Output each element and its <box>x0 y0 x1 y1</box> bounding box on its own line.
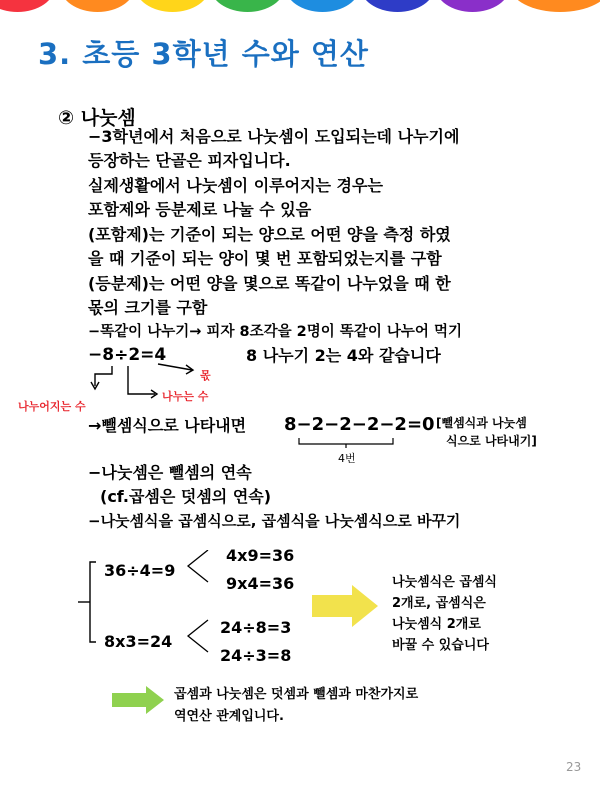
text-line: 몫의 크기를 구함 <box>88 298 208 317</box>
conversion-note-line: 나눗셈식 2개로 <box>392 617 481 632</box>
conversion-note-line: 2개로, 곱셈식은 <box>392 596 486 611</box>
text-line: 실제생활에서 나눗셈이 이루어지는 경우는 <box>88 176 383 195</box>
count-bracket <box>296 436 396 450</box>
conclusion-text <box>174 684 418 728</box>
conversion-note-line: 나눗셈식은 곱셈식 <box>392 575 497 590</box>
multiplication-to-convert: 8x3=24 <box>104 632 173 651</box>
section-heading: ② 나눗셈 <box>58 107 136 129</box>
conversion-note-line: 바꿀 수 있습니다 <box>392 638 489 653</box>
multiplication-result-2: 9x4=36 <box>226 574 295 593</box>
subtraction-expression: 8−2−2−2−2=0 <box>284 414 435 435</box>
text-line: −3학년에서 처음으로 나눗셈이 도입되는데 나누기에 <box>88 127 460 146</box>
conversion-note <box>392 572 497 656</box>
side-note-line1: [뺄셈식과 나눗셈 <box>436 416 527 430</box>
division-expression: −8÷2=4 <box>88 345 167 365</box>
text-line: −똑같이 나누기→ 피자 8조각을 2명이 똑같이 나누어 먹기 <box>88 324 462 340</box>
text-line: 포함제와 등분제로 나눌 수 있음 <box>88 200 312 219</box>
text-line: 을 때 기준이 되는 양이 몇 번 포함되었는지를 구함 <box>88 249 442 268</box>
text-line: (포함제)는 기준이 되는 양으로 어떤 양을 측정 하였 <box>88 225 451 244</box>
text-line: 등장하는 단골은 피자입니다. <box>88 151 291 170</box>
rainbow-decoration <box>0 0 600 14</box>
yellow-arrow <box>312 585 380 627</box>
dividend-label: 나누어지는 수 <box>18 400 86 413</box>
division-result-1: 24÷8=3 <box>220 618 292 637</box>
division-result-2: 24÷3=8 <box>220 646 292 665</box>
multiplication-result-1: 4x9=36 <box>226 546 295 565</box>
green-arrow <box>112 686 166 714</box>
text-line: (등분제)는 어떤 양을 몇으로 똑같이 나누었을 때 한 <box>88 274 451 293</box>
page-title: 3. 초등 3학년 수와 연산 <box>38 37 369 71</box>
quotient-label: 몫 <box>200 369 211 382</box>
text-line: (cf.곱셈은 덧셈의 연속) <box>100 487 272 506</box>
division-reading: 8 나누기 2는 4와 같습니다 <box>246 346 441 365</box>
conclusion-line: 곱셈과 나눗셈은 덧셈과 뺄셈과 마찬가지로 <box>174 687 419 702</box>
page-number: 23 <box>566 760 582 774</box>
text-line: −나눗셈식을 곱셈식으로, 곱셈식을 나눗셈식으로 바꾸기 <box>88 512 461 530</box>
count-label: 4번 <box>338 452 356 465</box>
text-line: −나눗셈은 뺄셈의 연속 <box>88 463 252 482</box>
division-to-convert: 36÷4=9 <box>104 561 176 580</box>
subtraction-prefix: →뺄셈식으로 나타내면 <box>88 416 247 435</box>
divisor-label: 나누는 수 <box>162 390 209 403</box>
conclusion-line: 역연산 관계입니다. <box>174 709 284 724</box>
side-note-line2: 식으로 나타내기] <box>446 434 537 448</box>
